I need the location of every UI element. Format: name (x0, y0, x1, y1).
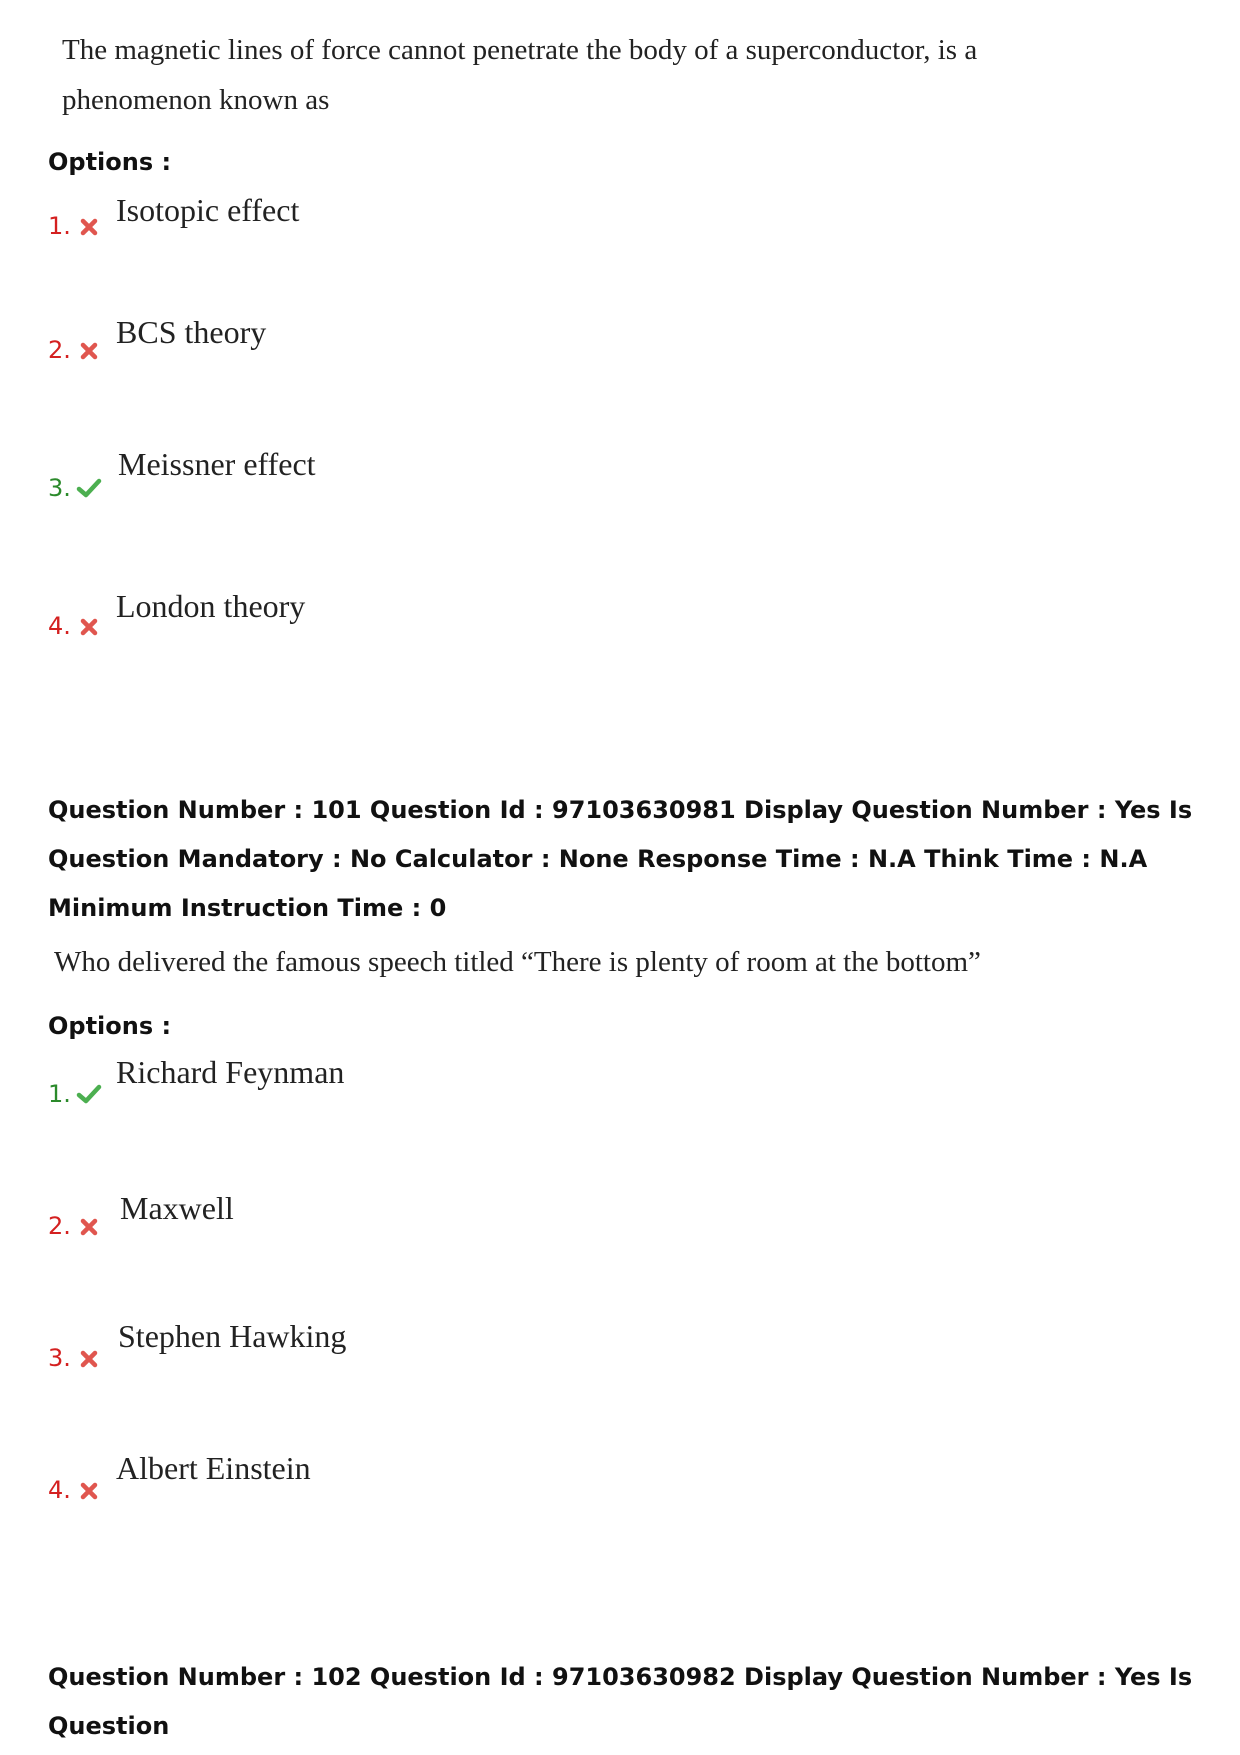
cross-icon (78, 616, 100, 638)
check-icon (76, 1083, 102, 1105)
option-number: 1. (48, 212, 71, 240)
option-1 (48, 192, 848, 260)
option-number: 2. (48, 1212, 71, 1240)
option-number: 4. (48, 1476, 71, 1504)
option-1 (48, 1054, 848, 1128)
option-4 (48, 1450, 848, 1524)
check-icon (76, 477, 102, 499)
cross-icon (78, 1216, 100, 1238)
option-text: Maxwell (120, 1190, 234, 1226)
option-text: Richard Feynman (116, 1054, 345, 1090)
cross-icon (78, 216, 100, 238)
option-number: 4. (48, 612, 71, 640)
options-label: Options : (48, 148, 172, 176)
option-number: 3. (48, 1344, 71, 1372)
option-text: Albert Einstein (116, 1450, 311, 1486)
option-number: 2. (48, 336, 71, 364)
option-3 (48, 446, 848, 522)
question-text-line2: phenomenon known as (62, 84, 330, 116)
option-text: Stephen Hawking (118, 1318, 347, 1354)
option-text: London theory (116, 588, 306, 624)
cross-icon (78, 340, 100, 362)
option-2 (48, 1190, 848, 1260)
option-text: Meissner effect (118, 446, 316, 482)
option-text: Isotopic effect (116, 192, 300, 228)
question-meta: Question Number : 102 Question Id : 97103630982 Display Question Number : Yes Is Question (48, 1663, 1193, 1740)
option-number: 3. (48, 474, 71, 502)
options-label: Options : (48, 1012, 172, 1040)
option-text: BCS theory (116, 314, 267, 350)
option-3 (48, 1318, 848, 1392)
option-2 (48, 314, 848, 384)
cross-icon (78, 1480, 100, 1502)
cross-icon (78, 1348, 100, 1370)
option-number: 1. (48, 1080, 71, 1108)
question-meta: Question Number : 101 Question Id : 97103630981 Display Question Number : Yes Is Question Mandatory : No Calculator : None Response Time : N.A Think Time : N.A Minimum Instruction Time : 0 (48, 796, 1193, 922)
question-text-line1: The magnetic lines of force cannot penetrate the body of a superconductor, is a (62, 34, 978, 66)
question-text: Who delivered the famous speech titled “There is plenty of room at the bottom” (54, 946, 981, 978)
option-4 (48, 588, 848, 660)
